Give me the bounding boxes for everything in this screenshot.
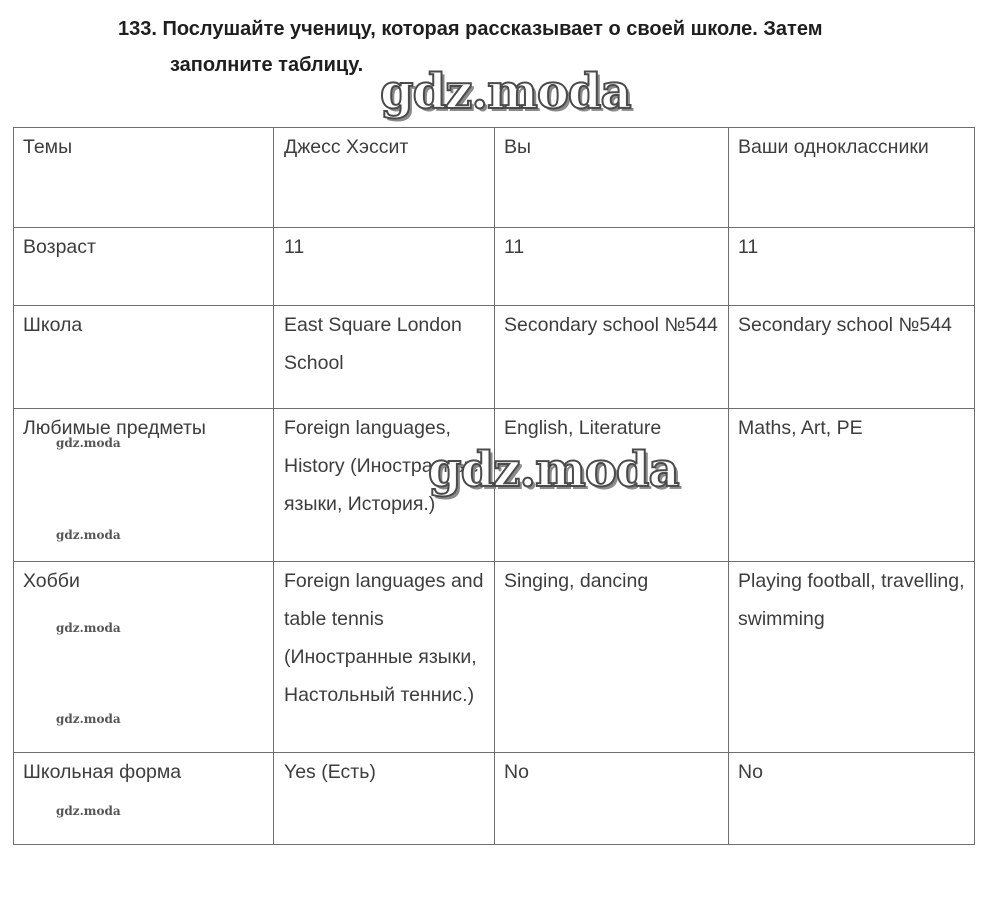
watermark-large: gdz.moda [428, 442, 679, 498]
cell-topic: Любимые предметы [14, 409, 274, 562]
cell-you: 11 [495, 228, 729, 306]
cell-topic: Школа [14, 306, 274, 409]
cell-classmates: No [729, 753, 975, 845]
cell-jess: 11 [274, 228, 495, 306]
cell-you: Secondary school №544 [495, 306, 729, 409]
table-row-school [14, 306, 975, 409]
cell-jess: Yes (Есть) [274, 753, 495, 845]
cell-topic: Школьная форма [14, 753, 274, 845]
cell-you: Singing, dancing [495, 562, 729, 753]
watermark-small: gdz.moda [56, 712, 121, 726]
cell-topic-header: Темы [14, 128, 274, 228]
cell-jess: Foreign languages, History (Иностранные языки, История.) [274, 409, 495, 562]
cell-you-header: Вы [495, 128, 729, 228]
cell-classmates: Secondary school №544 [729, 306, 975, 409]
cell-jess: Foreign languages and table tennis (Иностранные языки, Настольный теннис.) [274, 562, 495, 753]
table-row-hobbies [14, 562, 975, 753]
exercise-title-line2: заполните таблицу. [170, 54, 364, 76]
table-row-uniform [14, 753, 975, 845]
watermark-small: gdz.moda [56, 804, 121, 818]
cell-classmates: 11 [729, 228, 975, 306]
exercise-title-line1: 133. Послушайте ученицу, которая рассказывает о своей школе. Затем [118, 18, 823, 40]
cell-classmates: Playing football, travelling, swimming [729, 562, 975, 753]
watermark-small: gdz.moda [56, 621, 121, 635]
watermark-small: gdz.moda [56, 436, 121, 450]
table-row-age [14, 228, 975, 306]
watermark-large: gdz.moda [380, 64, 631, 120]
cell-you: English, Literature [495, 409, 729, 562]
cell-classmates-header: Ваши одноклассники [729, 128, 975, 228]
cell-jess: East Square London School [274, 306, 495, 409]
cell-topic: Хобби [14, 562, 274, 753]
cell-jess-header: Джесс Хэссит [274, 128, 495, 228]
watermark-small: gdz.moda [56, 528, 121, 542]
table-row-header [14, 128, 975, 228]
cell-you: No [495, 753, 729, 845]
cell-classmates: Maths, Art, PE [729, 409, 975, 562]
cell-topic: Возраст [14, 228, 274, 306]
